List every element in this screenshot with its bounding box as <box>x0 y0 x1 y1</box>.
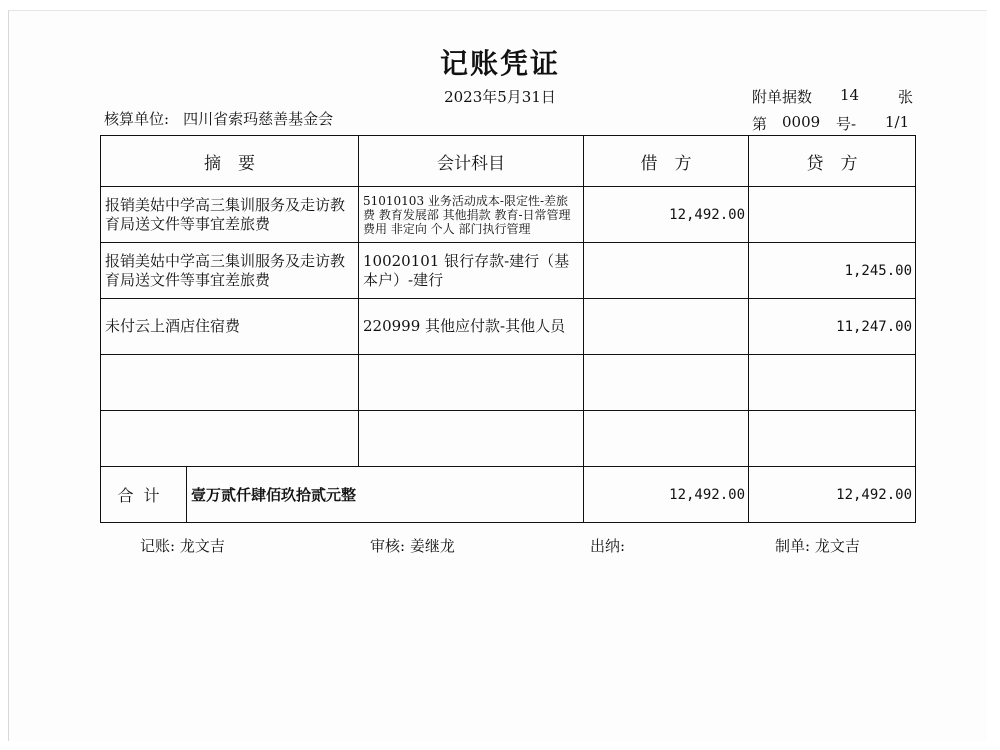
row-debit <box>584 299 749 355</box>
header-account: 会计科目 <box>359 136 584 187</box>
row-account: 220999 其他应付款-其他人员 <box>359 299 584 355</box>
row-account <box>359 355 584 411</box>
accounting-unit-value: 四川省索玛慈善基金会 <box>183 110 334 128</box>
row-account: 51010103 业务活动成本-限定性-差旅费 教育发展部 其他捐款 教育-日常管理费用 非定向 个人 部门执行管理 <box>359 187 584 243</box>
voucher-date: 2023年5月31日 <box>444 88 556 106</box>
row-credit <box>749 411 916 467</box>
reviewer-name: 姜继龙 <box>409 537 455 555</box>
total-row <box>101 467 916 523</box>
row-account <box>359 411 584 467</box>
signature-bookkeeper <box>140 535 225 556</box>
row-debit: 12,492.00 <box>584 187 749 243</box>
header-summary: 摘 要 <box>101 136 359 187</box>
table-row <box>101 411 916 467</box>
header-debit: 借 方 <box>584 136 749 187</box>
attachment-number: 14 <box>840 86 860 104</box>
table-header-row <box>101 136 916 187</box>
cashier-label: 出纳: <box>590 537 626 555</box>
preparer-name: 龙文吉 <box>814 537 860 555</box>
attachment-unit: 张 <box>898 88 914 106</box>
row-summary: 报销美姑中学高三集训服务及走访教育局送文件等事宜差旅费 <box>101 243 359 299</box>
table-row <box>101 187 916 243</box>
row-summary <box>101 355 359 411</box>
row-credit: 11,247.00 <box>749 299 916 355</box>
total-debit: 12,492.00 <box>584 467 749 523</box>
table-row <box>101 299 916 355</box>
row-debit <box>584 243 749 299</box>
signature-reviewer <box>370 535 455 556</box>
row-debit <box>584 411 749 467</box>
table-row <box>101 243 916 299</box>
total-label: 合计 <box>101 467 187 523</box>
voucher-number-value: 0009 <box>782 113 821 131</box>
accounting-unit-label: 核算单位: <box>104 110 170 128</box>
row-credit <box>749 355 916 411</box>
header-credit: 贷 方 <box>749 136 916 187</box>
row-credit: 1,245.00 <box>749 243 916 299</box>
voucher-suffix: 号- <box>836 115 857 133</box>
total-credit: 12,492.00 <box>749 467 916 523</box>
attachment-label: 附单据数 <box>752 88 813 106</box>
accounting-unit <box>104 108 333 129</box>
voucher-page: 1/1 <box>885 113 910 131</box>
preparer-label: 制单: <box>775 537 811 555</box>
row-account: 10020101 银行存款-建行（基本户）-建行 <box>359 243 584 299</box>
row-summary: 未付云上酒店住宿费 <box>101 299 359 355</box>
signature-cashier <box>590 535 625 556</box>
row-summary: 报销美姑中学高三集训服务及走访教育局送文件等事宜差旅费 <box>101 187 359 243</box>
row-debit <box>584 355 749 411</box>
reviewer-label: 审核: <box>370 537 406 555</box>
voucher-prefix: 第 <box>752 115 768 133</box>
total-amount-words: 壹万贰仟肆佰玖拾贰元整 <box>187 467 584 523</box>
bookkeeper-name: 龙文吉 <box>179 537 225 555</box>
page-title: 记账凭证 <box>439 47 560 80</box>
row-credit <box>749 187 916 243</box>
bookkeeper-label: 记账: <box>140 537 176 555</box>
row-summary <box>101 411 359 467</box>
voucher-table <box>100 135 916 523</box>
signature-preparer <box>775 535 860 556</box>
table-row <box>101 355 916 411</box>
